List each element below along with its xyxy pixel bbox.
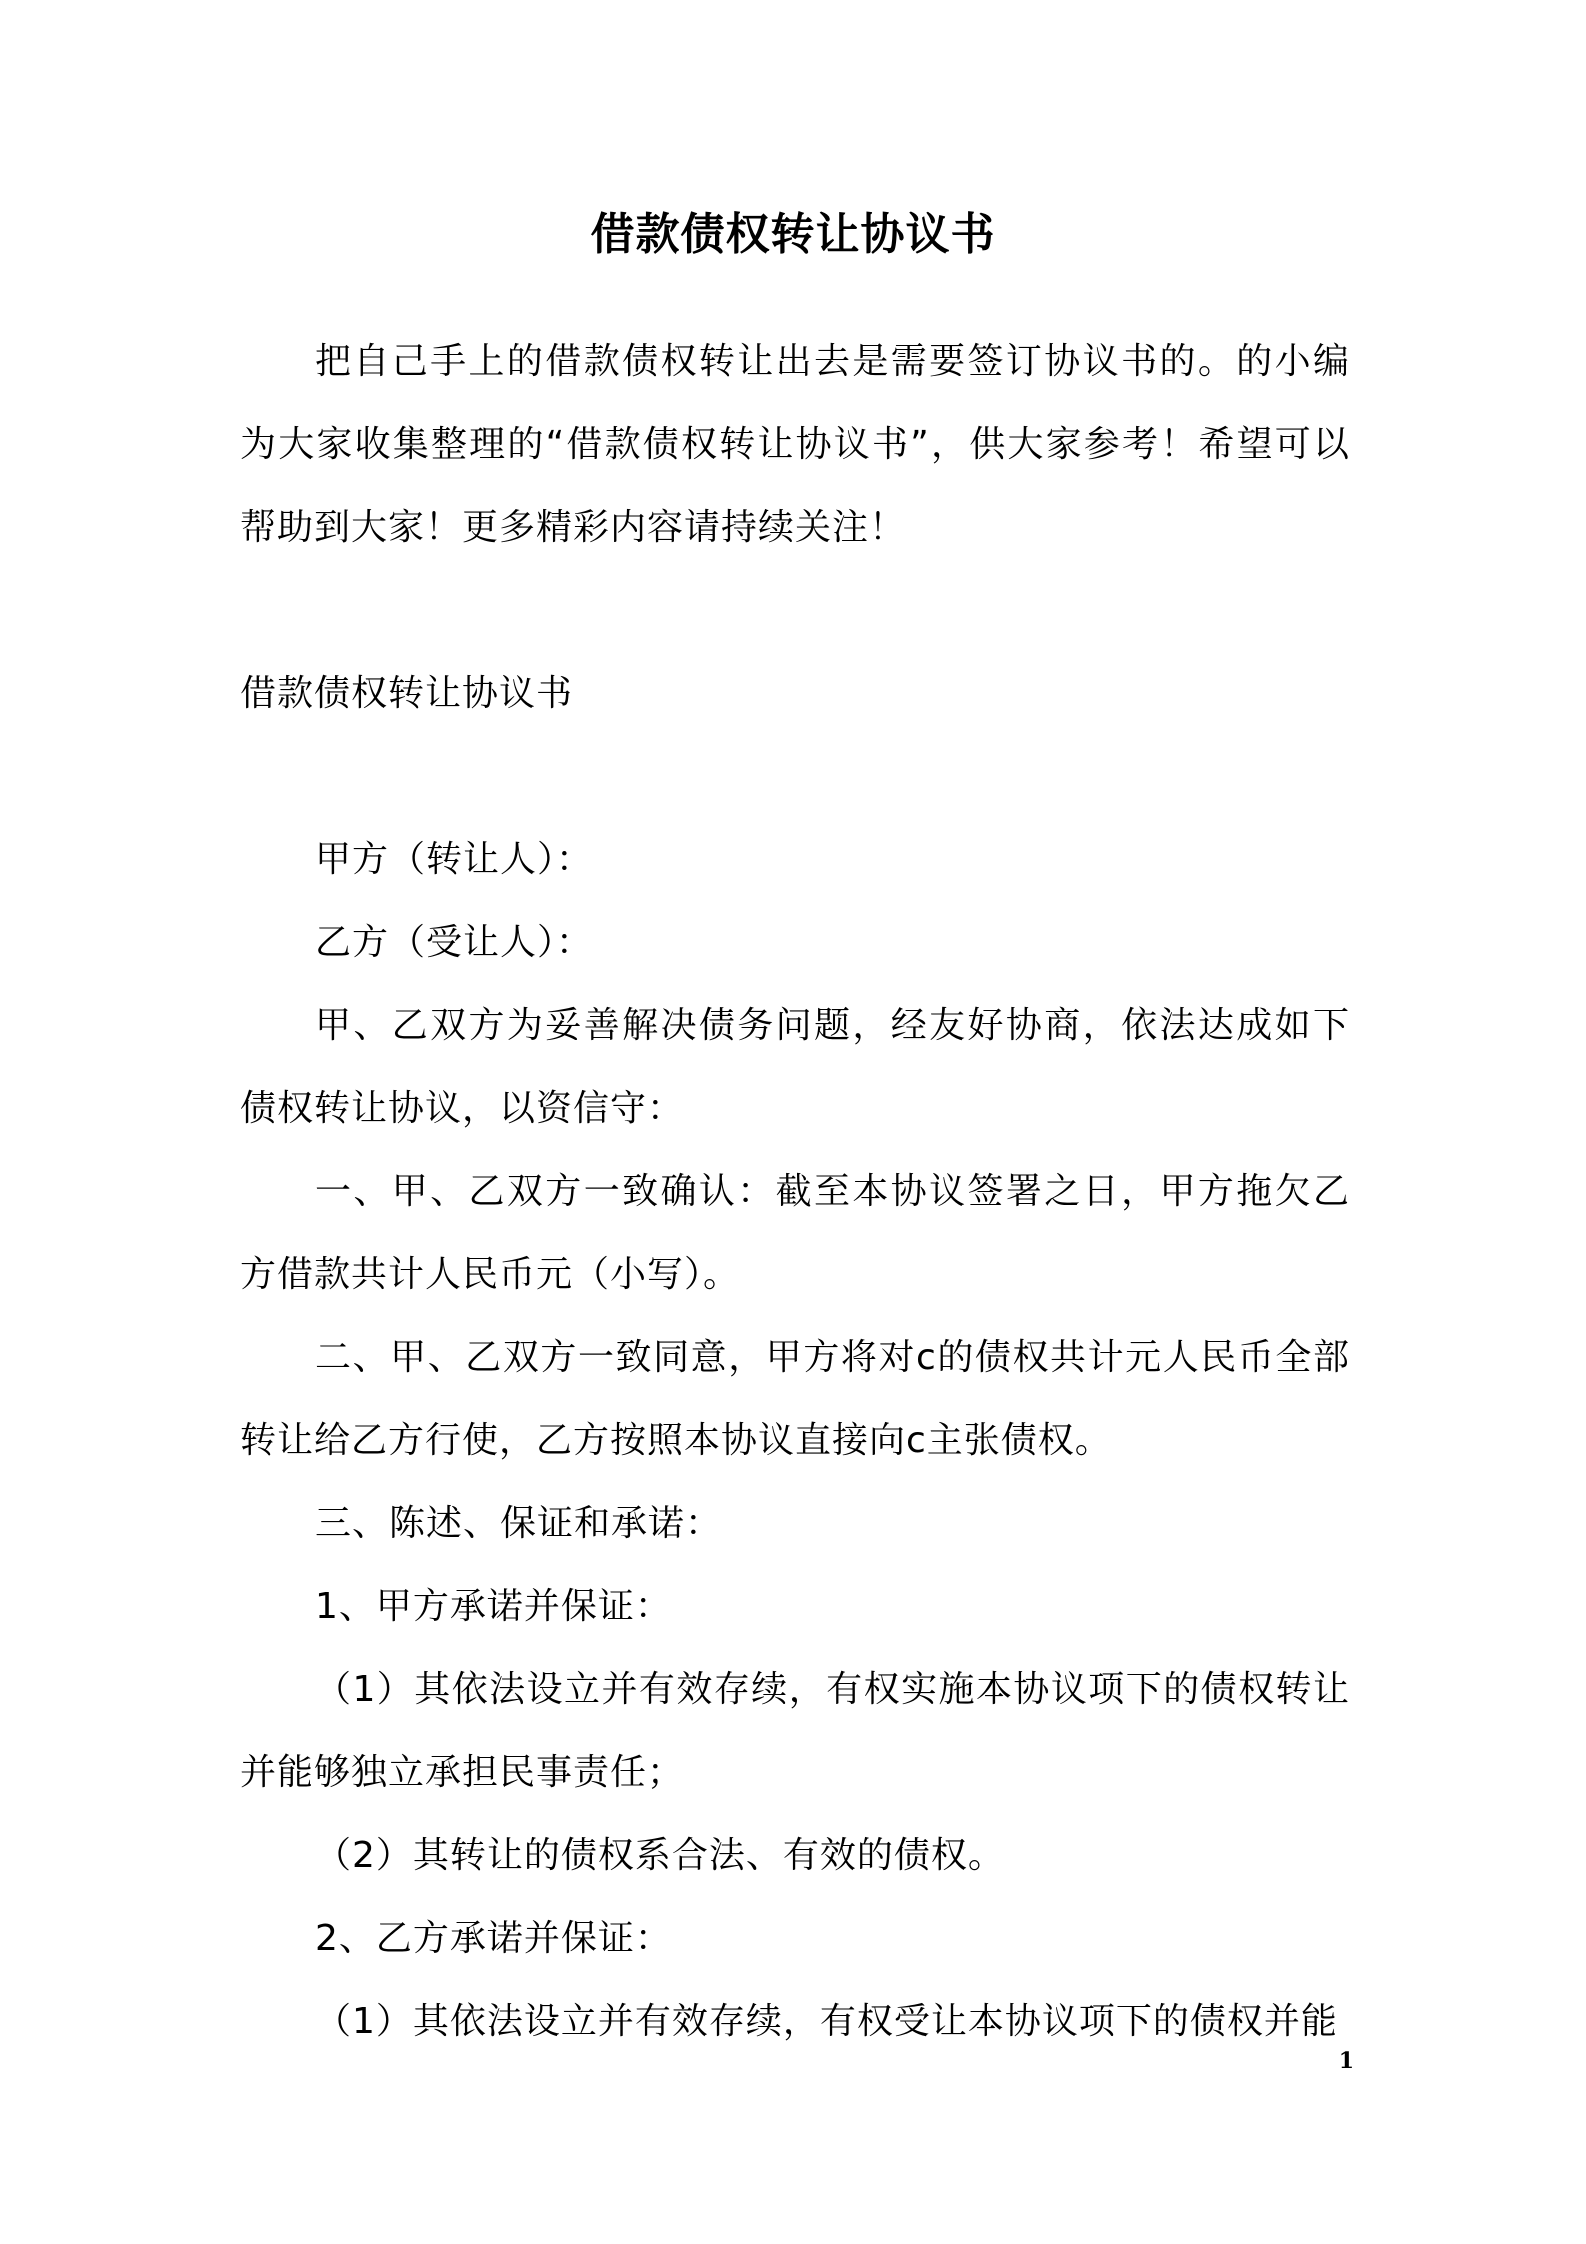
clause-3-heading: 三、陈述、保证和承诺： xyxy=(315,1503,723,1544)
subtitle-line: 借款债权转让协议书 xyxy=(240,673,574,714)
preamble-paragraph: 甲、乙双方为妥善解决债务问题，经友好协商，依法达成如下债权转让协议，以资信守： xyxy=(240,1005,1350,1129)
clause-3-2-1-paragraph: （1）其依法设立并有效存续，有权受让本协议项下的债权并能 xyxy=(315,2001,1338,2042)
clause-3-2-heading: 2、乙方承诺并保证： xyxy=(315,1918,672,1959)
document-title: 借款债权转让协议书 xyxy=(590,209,996,260)
clause-2-paragraph: 二、甲、乙双方一致同意，甲方将对c的债权共计元人民币全部转让给乙方行使，乙方按照本协议直接向c主张债权。 xyxy=(240,1337,1350,1461)
party-b-line: 乙方（受让人）： xyxy=(315,922,594,963)
clause-3-1-2-paragraph: （2）其转让的债权系合法、有效的债权。 xyxy=(315,1835,1005,1876)
clause-3-1-heading: 1、甲方承诺并保证： xyxy=(315,1586,672,1627)
page-number: 1 xyxy=(1338,2048,1354,2074)
clause-1-paragraph: 一、甲、乙双方一致确认：截至本协议签署之日，甲方拖欠乙方借款共计人民币元（小写）。 xyxy=(240,1171,1350,1295)
party-a-line: 甲方（转让人）： xyxy=(315,839,594,880)
clause-3-1-1-paragraph: （1）其依法设立并有效存续，有权实施本协议项下的债权转让并能够独立承担民事责任； xyxy=(240,1669,1350,1793)
intro-paragraph: 把自己手上的借款债权转让出去是需要签订协议书的。的小编为大家收集整理的“借款债权转让协议书”，供大家参考！希望可以帮助到大家！更多精彩内容请持续关注！ xyxy=(240,341,1350,548)
